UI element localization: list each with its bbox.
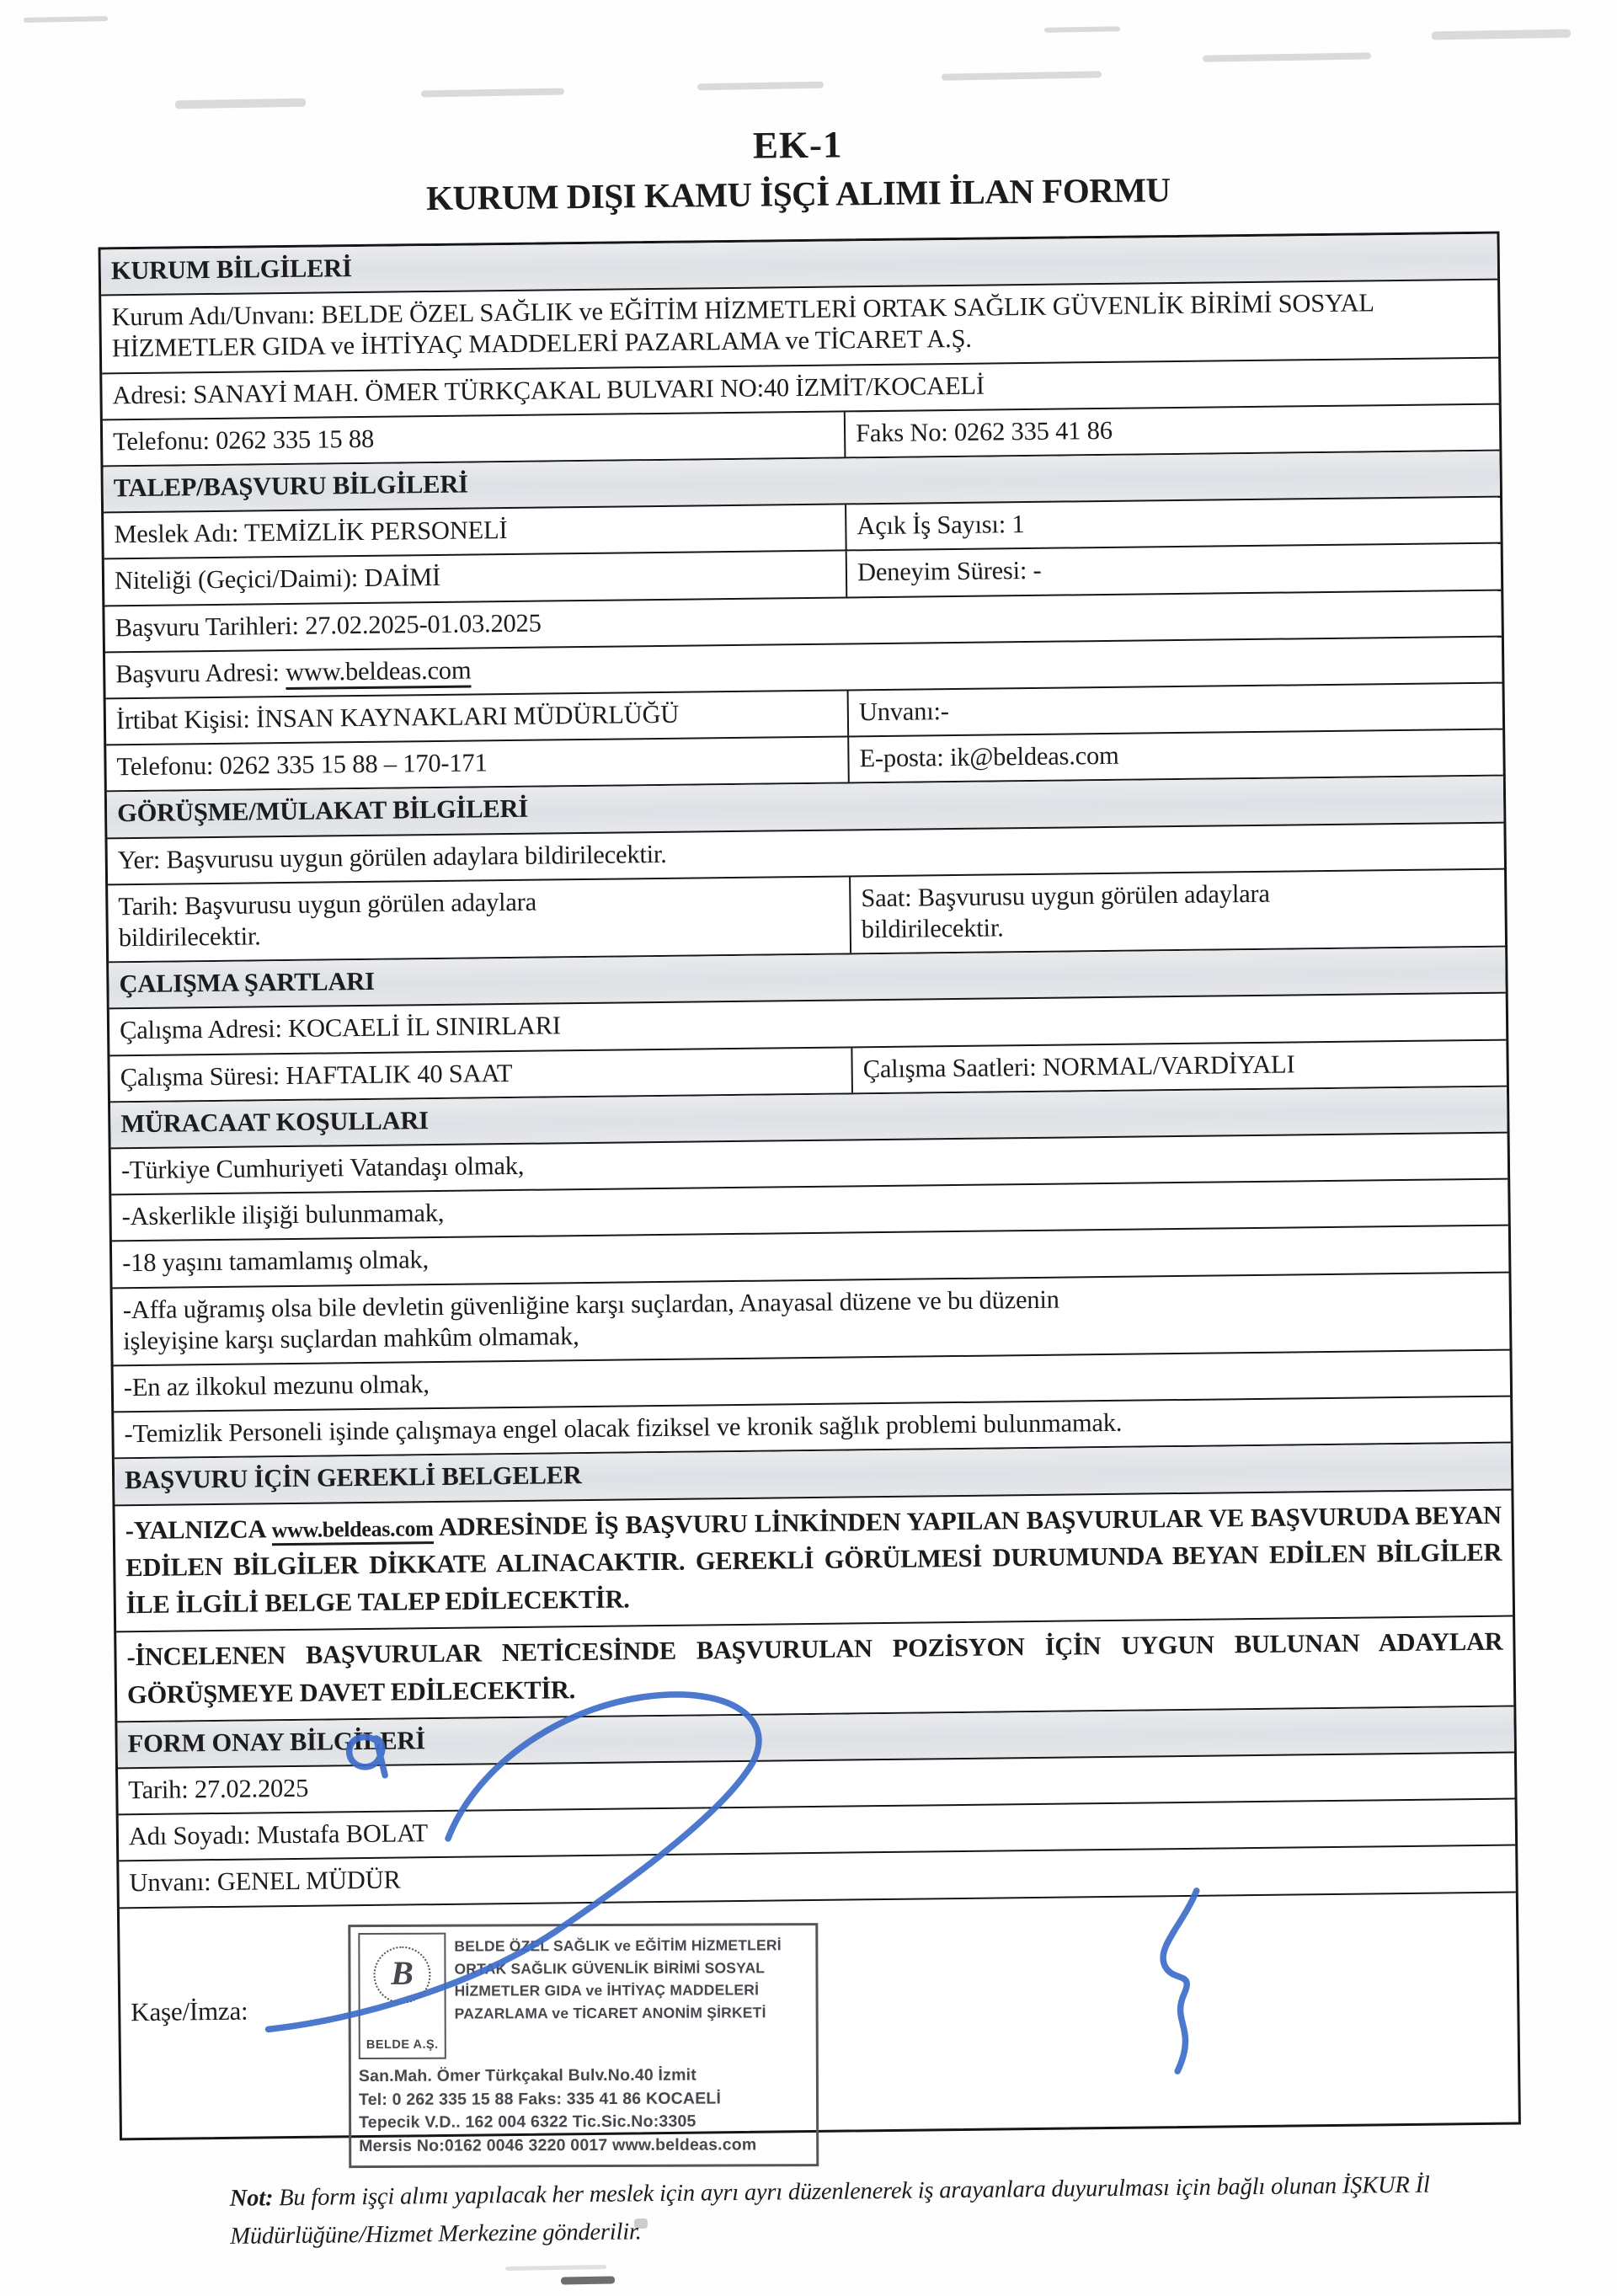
belgeler-item-1-rest: ADRESİNDE İŞ BAŞVURU LİNKİNDEN YAPILAN BAŞVURULAR VE BAŞVURUDA BEYAN EDİLEN BİLGİLER DİKKATE ALINACAKTIR. GEREKLİ GÖRÜLMESİ DURUMUNDA BEYAN EDİLEN BİLGİLER İLE İLGİLİ BELGE TALEP EDİLECEKTİR.	[125, 1500, 1502, 1620]
stamp-line-1: BELDE ÖZEL SAĞLIK ve EĞİTİM HİZMETLERİ	[454, 1936, 782, 1955]
scan-artifact	[561, 2276, 615, 2284]
field-faks-no: Faks No: 0262 335 41 86	[855, 415, 1113, 448]
footer-note-body: Bu form işçi alımı yapılacak her meslek için ayrı ayrı düzenlenerek iş arayanlara duyurulması için bağlı olunan İŞKUR İl Müdürlüğüne/Hizmet Merkezine gönderilir.	[230, 2171, 1430, 2251]
gorusme-tarih-line2: bildirilecektir.	[118, 921, 261, 953]
stamp-logo-name: BELDE A.Ş.	[366, 2037, 439, 2052]
section-header-gerekli-belgeler: BAŞVURU İÇİN GEREKLİ BELGELER	[115, 1444, 1512, 1506]
section-header-calisma-sartlari: ÇALIŞMA ŞARTLARI	[109, 948, 1506, 1010]
field-telefonu: Telefonu: 0262 335 15 88	[103, 412, 846, 465]
stamp-line-3: HİZMETLER GIDA ve İHTİYAÇ MADDELERİ	[454, 1981, 760, 2000]
field-calisma-saatleri: Çalışma Saatleri: NORMAL/VARDİYALI	[862, 1049, 1295, 1083]
muracaat-item-3: -18 yaşını tamamlamış olmak,	[112, 1226, 1509, 1289]
field-gorusme-tarih	[108, 877, 851, 961]
field-onay-tarih: Tarih: 27.02.2025	[118, 1754, 1515, 1816]
muracaat-item-1: -Türkiye Cumhuriyeti Vatandaşı olmak,	[111, 1134, 1508, 1196]
muracaat-item-6: -Temizlik Personeli işinde çalışmaya engel olacak fiziksel ve kronik sağlık problemi bulunmamak.	[114, 1397, 1511, 1460]
field-deneyim-suresi: Deneyim Süresi: -	[857, 556, 1042, 587]
field-onay-unvan: Unvanı: GENEL MÜDÜR	[119, 1846, 1516, 1909]
muracaat-item-4-line1: -Affa uğramış olsa bile devletin güvenliğine karşı suçlardan, Anayasal düzene ve bu düzenin	[122, 1284, 1059, 1324]
belgeler-item-1-prefix: -YALNIZCA	[125, 1514, 272, 1545]
section-header-muracaat-kosullari: MÜRACAAT KOŞULLARI	[110, 1087, 1508, 1149]
stamp-address-lines	[359, 2064, 808, 2159]
stamp-line-2: ORTAK SAĞLIK GÜVENLİK BİRİMİ SOSYAL	[454, 1958, 766, 1977]
section-header-form-onay: FORM ONAY BİLGİLERİ	[117, 1706, 1514, 1769]
field-eposta: E-posta: ik@beldeas.com	[859, 741, 1119, 773]
stamp-line-4: PAZARLAMA ve TİCARET ANONİM ŞİRKETİ	[454, 2003, 766, 2022]
muracaat-item-2: -Askerlikle ilişiği bulunmamak,	[111, 1180, 1508, 1242]
footer-note	[230, 2165, 1477, 2256]
gorusme-tarih-line1: Tarih: Başvurusu uygun görülen adaylara	[118, 887, 537, 921]
stamp-line-5: San.Mah. Ömer Türkçakal Bulv.No.40 İzmit	[358, 2065, 696, 2085]
field-irtibat-telefonu: Telefonu: 0262 335 15 88 – 170-171	[106, 738, 850, 791]
company-stamp	[348, 1923, 819, 2168]
basvuru-adresi-label: Başvuru Adresi:	[115, 657, 286, 689]
row-kase-imza	[120, 1893, 1518, 2155]
field-unvani: Unvanı:-	[858, 697, 949, 727]
field-basvuru-tarihleri: Başvuru Tarihleri: 27.02.2025-01.03.2025	[104, 590, 1502, 653]
field-calisma-adresi: Çalışma Adresi: KOCAELİ İL SINIRLARI	[109, 994, 1507, 1056]
stamp-logo-glyph: B	[373, 1946, 430, 2003]
basvuru-adresi-url: www.beldeas.com	[286, 655, 472, 689]
field-acik-is-sayisi: Açık İş Sayısı: 1	[857, 510, 1025, 541]
section-header-talep-basvuru: TALEP/BAŞVURU BİLGİLERİ	[103, 451, 1500, 514]
field-irtibat-kisisi: İrtibat Kişisi: İNSAN KAYNAKLARI MÜDÜRLÜĞÜ	[106, 691, 850, 744]
belgeler-item-2: -İNCELENEN BAŞVURULAR NETİCESİNDE BAŞVURULAN POZİSYON İÇİN UYGUN BULUNAN ADAYLAR GÖRÜŞMEYE DAVET EDİLECEKTİR.	[116, 1617, 1513, 1722]
field-gorusme-saat	[851, 869, 1505, 953]
belgeler-item-1-url: www.beldeas.com	[271, 1516, 433, 1546]
form-table	[99, 232, 1521, 2155]
stamp-line-7: Tepecik V.D.. 162 004 6322 Tic.Sic.No:3305	[359, 2112, 696, 2133]
field-calisma-suresi: Çalışma Süresi: HAFTALIK 40 SAAT	[109, 1048, 853, 1101]
field-gorusme-yer: Yer: Başvurusu uygun görülen adaylara bildirilecektir.	[107, 823, 1504, 885]
stamp-line-6: Tel: 0 262 335 15 88 Faks: 335 41 86 KOCAELİ	[358, 2088, 722, 2109]
stamp-logo	[358, 1932, 446, 2058]
page-title: KURUM DIŞI KAMU İŞÇİ ALIMI İLAN FORMU	[425, 170, 1171, 218]
form-annex-tag: EK-1	[752, 123, 843, 167]
gorusme-saat-line2: bildirilecektir.	[861, 913, 1004, 944]
footer-note-prefix: Not:	[229, 2184, 280, 2212]
kase-imza-label: Kaşe/İmza:	[131, 1995, 248, 2026]
scan-artifact	[505, 2265, 606, 2271]
belgeler-item-1	[115, 1490, 1513, 1632]
field-meslek-adi: Meslek Adı: TEMİZLİK PERSONELİ	[104, 505, 847, 558]
field-kurum-adi-unvani: Kurum Adı/Unvanı: BELDE ÖZEL SAĞLIK ve EĞİTİM HİZMETLERİ ORTAK SAĞLIK GÜVENLİK BİRİMİ SOSYAL HİZMETLER GIDA ve İHTİYAÇ MADDELERİ PAZARLAMA ve TİCARET A.Ş.	[101, 280, 1498, 374]
field-kurum-adresi: Adresi: SANAYİ MAH. ÖMER TÜRKÇAKAL BULVARI NO:40 İZMİT/KOCAELİ	[102, 358, 1499, 420]
field-niteligi: Niteliği (Geçici/Daimi): DAİMİ	[104, 552, 848, 605]
stamp-line-8: Mersis No:0162 0046 3220 0017 www.beldeas.com	[359, 2135, 757, 2155]
section-header-kurum-bilgileri: KURUM BİLGİLERİ	[101, 234, 1498, 296]
section-header-gorusme-mulakat: GÖRÜŞME/MÜLAKAT BİLGİLERİ	[107, 777, 1504, 839]
gorusme-saat-line1: Saat: Başvurusu uygun görülen adaylara	[861, 878, 1270, 913]
stamp-company-lines	[454, 1931, 782, 2058]
field-onay-adsoyad: Adı Soyadı: Mustafa BOLAT	[119, 1800, 1516, 1862]
muracaat-item-4-line2: işleyişine karşı suçlardan mahkûm olmamak,	[123, 1321, 579, 1356]
muracaat-item-5: -En az ilkokul mezunu olmak,	[114, 1351, 1511, 1413]
